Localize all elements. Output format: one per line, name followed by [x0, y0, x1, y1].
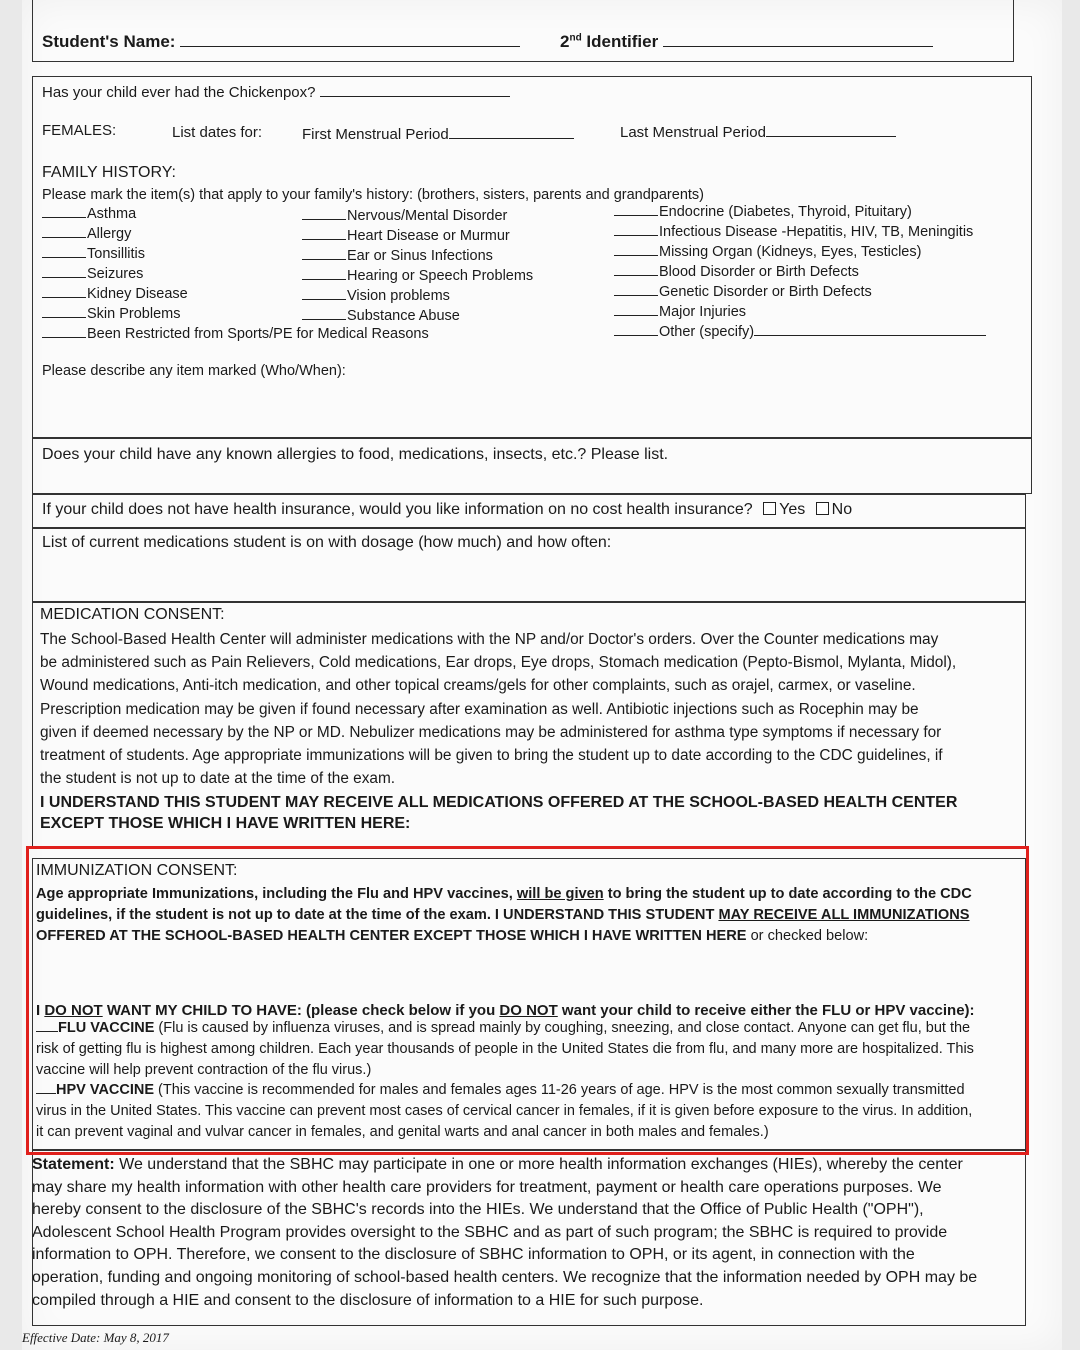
insurance-yes-label: Yes [779, 501, 806, 518]
insurance-no-label: No [831, 501, 853, 518]
insurance-question: If your child does not have health insurance, would you like information on no cost health insurance? [42, 501, 753, 518]
student-name-field[interactable] [180, 45, 520, 47]
history-item[interactable]: Heart Disease or Murmur [302, 228, 510, 244]
family-history-instruction: Please mark the item(s) that apply to your family's history: (brothers, sisters, parents and grandparents) [42, 187, 704, 203]
identifier-label-num: 2 [560, 32, 570, 51]
family-history-title: FAMILY HISTORY: [42, 164, 176, 181]
identifier-label: Identifier [581, 32, 659, 51]
history-item[interactable]: Nervous/Mental Disorder [302, 208, 507, 224]
allergies-question: Does your child have any known allergies to food, medications, insects, etc.? Please list. [42, 446, 669, 463]
history-item[interactable]: Genetic Disorder or Birth Defects [614, 284, 872, 300]
hpv-vaccine-title: HPV VACCINE [56, 1082, 155, 1098]
females-list-dates: List dates for: [172, 124, 263, 141]
chickenpox-row [42, 84, 510, 101]
student-name-label: Student's Name: [42, 32, 176, 51]
history-item[interactable]: Hearing or Speech Problems [302, 268, 533, 284]
history-item[interactable]: Substance Abuse [302, 308, 460, 324]
history-item[interactable]: Allergy [42, 226, 131, 242]
last-period-field[interactable] [766, 135, 896, 137]
history-item[interactable]: Infectious Disease -Hepatitis, HIV, TB, Meningitis [614, 224, 973, 240]
medication-understand-line1: I UNDERSTAND THIS STUDENT MAY RECEIVE ALL MEDICATIONS OFFERED AT THE SCHOOL-BASED HEALTH CENTER [40, 794, 958, 811]
immunization-line2: guidelines, if the student is not up to date at the time of the exam. I UNDERSTAND THIS STUDENT MAY RECEIVE ALL IMMUNIZATIONS [36, 907, 970, 923]
first-period-label: First Menstrual Period [302, 126, 449, 143]
last-period-label: Last Menstrual Period [620, 124, 766, 141]
identifier-row [560, 32, 933, 52]
immunization-line3: OFFERED AT THE SCHOOL-BASED HEALTH CENTER EXCEPT THOSE WHICH I HAVE WRITTEN HERE or checked below: [36, 928, 869, 944]
flu-vaccine-checkbox[interactable] [36, 1030, 58, 1032]
do-not-want-line: I DO NOT WANT MY CHILD TO HAVE: (please check below if you DO NOT want your child to receive either the FLU or HPV vaccine): [36, 1002, 975, 1019]
statement-title: Statement: [32, 1156, 115, 1173]
history-item[interactable]: Ear or Sinus Infections [302, 248, 493, 264]
last-period-row [620, 124, 896, 141]
history-item[interactable]: Been Restricted from Sports/PE for Medical Reasons [42, 326, 429, 342]
statement-text: Statement: We understand that the SBHC may participate in one or more health information exchanges (HIEs), whereby the center may share my health information with other health care providers for treatment, payment or health care operations purposes. We hereby consent to the disclosure of the SBHC's records into the HIEs. We understand that the Office of Public Health ("OPH"), Adolescent School Health Program provides oversight to the SBHC and as part of such program; the SBHC is required to provide information to OPH. Therefore, we consent to the disclosure of SBHC information to OPH, or its agent, in connection with the operation, funding and ongoing monitoring of school-based health centers. We recognize that the information needed by OPH may be compiled through a HIE and consent to the disclosure of information to a HIE for such purpose. [32, 1156, 978, 1309]
flu-vaccine-title: FLU VACCINE [58, 1020, 155, 1036]
insurance-row [42, 501, 852, 519]
first-period-field[interactable] [449, 137, 574, 139]
hpv-vaccine-checkbox[interactable] [36, 1092, 56, 1094]
student-name-row [42, 32, 520, 52]
identifier-field[interactable] [663, 45, 933, 47]
effective-date: Effective Date: May 8, 2017 [22, 1330, 169, 1345]
medication-understand-line2: EXCEPT THOSE WHICH I HAVE WRITTEN HERE: [40, 815, 411, 832]
flu-vaccine-item: FLU VACCINE (Flu is caused by influenza viruses, and is spread mainly by coughing, sneezing, and close contact. Anyone can get flu, but the risk of getting flu is highest among children. Each year thousands of people in the United States die from flu, and many more are hospitalized. This vaccine will help prevent contraction of the flu virus.) [36, 1020, 974, 1078]
history-item[interactable]: Skin Problems [42, 306, 180, 322]
chickenpox-field[interactable] [320, 95, 510, 97]
form-sheet [22, 0, 1062, 1350]
hpv-vaccine-item: HPV VACCINE (This vaccine is recommended for males and females ages 11-26 years of age. HPV is the most common sexually transmitted virus in the United States. This vaccine can prevent most cases of cervical cancer in females, if it is given before exposure to the virus. In addition, it can prevent vaginal and vulvar cancer in females, and genital warts and anal cancer in both males and females.) [36, 1082, 973, 1140]
history-item[interactable]: Missing Organ (Kidneys, Eyes, Testicles) [614, 244, 921, 260]
history-item[interactable]: Vision problems [302, 288, 450, 304]
header-box [32, 0, 1014, 62]
medication-consent-text: The School-Based Health Center will administer medications with the NP and/or Doctor's orders. Over the Counter medications may be administered such as Pain Relievers, Cold medications, Ear drops, Eye drops, Stomach medication (Pepto-Bismol, Mylanta, Midol), Wound medications, Anti-itch medication, and other topical creams/gels for other complaints, such as orajel, carmex, or vaseline. Prescription medication may be given if found necessary after examination as well. Antibiotic injections such as Rocephin may be given if deemed necessary by the NP or MD. Nebulizer medications may be administered for asthma type symptoms if necessary for treatment of students. Age appropriate immunizations will be given to bring the student up to date according to the CDC guidelines, if the student is not up to date at the time of the exam. [40, 631, 957, 788]
immunization-consent-title: IMMUNIZATION CONSENT: [36, 862, 238, 879]
identifier-label-sup: nd [569, 32, 582, 44]
females-label: FEMALES: [42, 122, 117, 139]
insurance-yes-checkbox[interactable] [763, 502, 776, 515]
medication-consent-title: MEDICATION CONSENT: [40, 606, 225, 623]
history-item[interactable]: Kidney Disease [42, 286, 188, 302]
history-item[interactable]: Tonsillitis [42, 246, 145, 262]
history-item[interactable]: Asthma [42, 206, 136, 222]
insurance-no-checkbox[interactable] [816, 502, 829, 515]
medications-question: List of current medications student is on with dosage (how much) and how often: [42, 534, 612, 551]
immunization-line1: Age appropriate Immunizations, including the Flu and HPV vaccines, will be given to bring the student up to date according to the CDC [36, 886, 972, 902]
chickenpox-question: Has your child ever had the Chickenpox? [42, 84, 316, 101]
history-item[interactable]: Major Injuries [614, 304, 746, 320]
history-item[interactable]: Other (specify) [614, 324, 986, 340]
history-item[interactable]: Blood Disorder or Birth Defects [614, 264, 859, 280]
history-item[interactable]: Seizures [42, 266, 143, 282]
history-item[interactable]: Endocrine (Diabetes, Thyroid, Pituitary) [614, 204, 912, 220]
first-period-row [302, 126, 574, 143]
describe-label: Please describe any item marked (Who/When): [42, 363, 346, 379]
